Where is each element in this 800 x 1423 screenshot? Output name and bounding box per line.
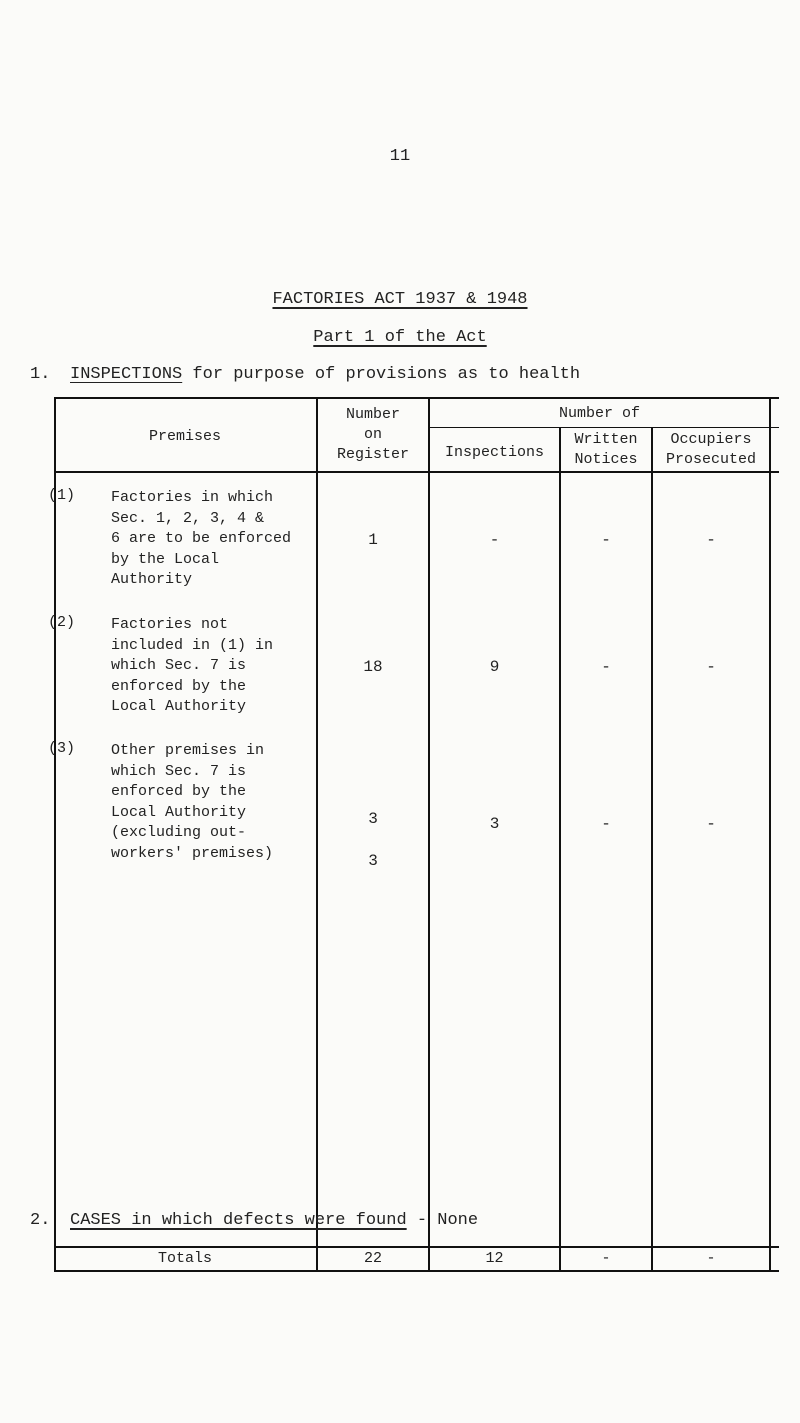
premises-line: enforced by the [111,677,247,695]
row-3-prosecuted: - [706,815,716,833]
header-register-line: Register [336,446,409,463]
section-1-number: 1. [30,365,51,384]
premises-line: workers' premises) [111,844,274,862]
header-premises: Premises [148,428,221,445]
header-number-of: Number of [558,405,640,422]
row-1-written: - [601,531,611,549]
row-1-premises [111,488,316,591]
header-register-line: on [363,426,382,443]
row-number: (1) [48,487,76,504]
premises-line: Factories not [111,616,229,633]
premises-line: Authority [111,571,193,588]
premises-line: Local Authority [111,803,247,821]
header-written-notices [561,430,651,470]
section-2-heading [30,1211,478,1230]
section-1-heading [30,365,580,384]
row-1-inspections: - [489,531,500,549]
premises-line: included in (1) in [111,636,274,654]
row-1-register: 1 [368,531,378,549]
totals-prosecuted: - [706,1250,716,1267]
section-1-title: INSPECTIONS [70,365,183,384]
premises-line: Factories in which [111,489,274,506]
subtitle-text: Part 1 of the Act [313,328,487,347]
premises-line: which Sec. 7 is [111,762,247,780]
premises-line: Local Authority [111,698,247,715]
row-3-written: - [601,815,611,833]
premises-line: Other premises in [111,742,265,759]
row-3-premises [111,741,316,864]
header-register-line: Number [345,406,400,423]
totals-register: 22 [363,1250,382,1267]
premises-line: 6 are to be enforced [111,530,292,547]
row-3-inspections: 3 [489,815,500,833]
page-title [0,290,800,309]
row-3-register: 3 [368,810,378,828]
header-written-line: Written [574,431,638,448]
section-2-text: - None [406,1211,479,1230]
section-2-title: CASES in which defects were found [70,1211,407,1230]
row-2-written: - [601,658,611,676]
premises-line: which Sec. 7 is [111,657,247,674]
page-number: 11 [389,147,411,166]
header-written-line: Notices [574,451,638,468]
row-3-register-extra: 3 [368,852,378,870]
row-1-prosecuted: - [706,531,716,549]
row-2-prosecuted: - [706,658,716,676]
section-1-text: for purpose of provisions as to health [182,365,581,384]
totals-inspections: 12 [485,1250,504,1267]
section-2-number: 2. [30,1211,51,1230]
premises-line: (excluding out- [111,824,247,841]
header-occupiers-line: Prosecuted [665,451,756,468]
title-text: FACTORIES ACT 1937 & 1948 [272,290,528,309]
inspections-table [48,397,779,1272]
header-occupiers-line: Occupiers [670,431,752,448]
header-occupiers-prosecuted [653,430,769,470]
totals-written: - [601,1250,611,1267]
row-2-register: 18 [363,658,383,676]
row-number: (2) [48,614,76,631]
totals-label: Totals [157,1250,212,1267]
header-number-on-register [318,405,428,465]
premises-line: by the Local [111,550,220,568]
header-inspections: Inspections [444,444,545,461]
row-2-inspections: 9 [489,658,500,676]
premises-line: enforced by the [111,783,247,800]
premises-line: Sec. 1, 2, 3, 4 & [111,509,265,527]
row-number: (3) [48,740,76,757]
row-2-premises [111,615,316,718]
page-subtitle [0,328,800,347]
